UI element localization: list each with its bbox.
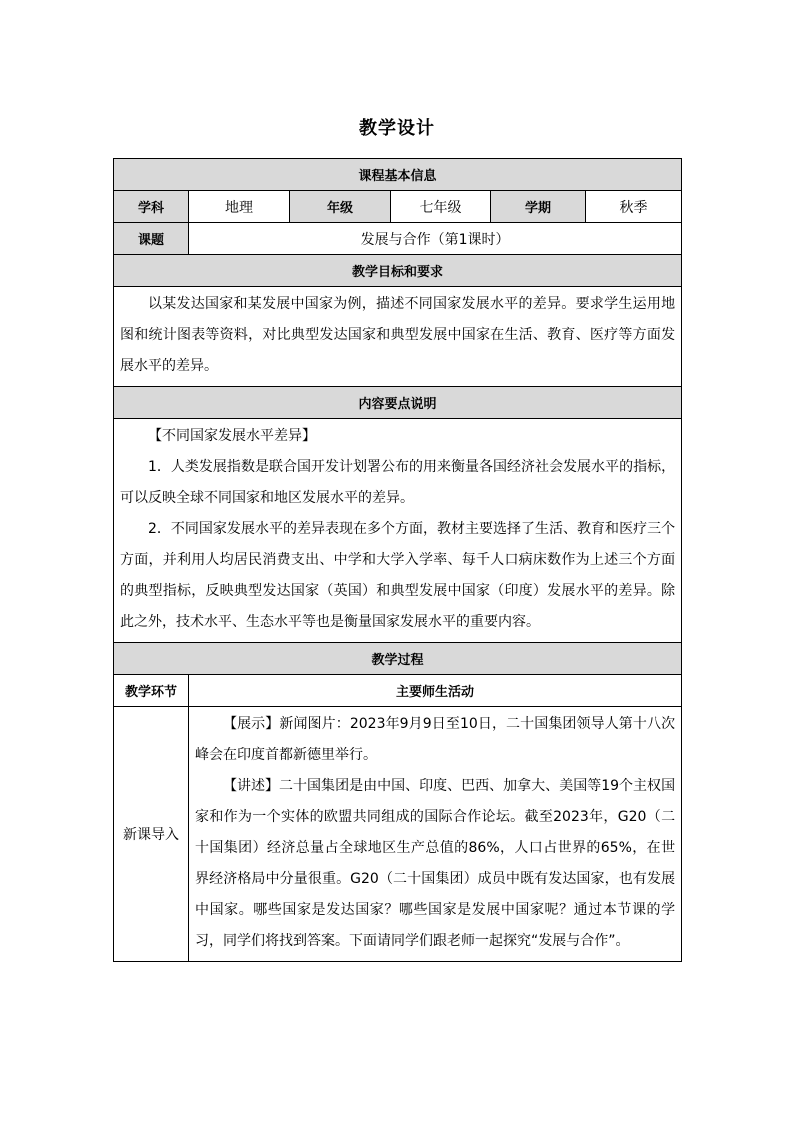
key-points-paragraph-1: 1．人类发展指数是联合国开发计划署公布的用来衡量各国经济社会发展水平的指标，可以反映全球不同国家和地区发展水平的差异。 bbox=[120, 459, 676, 506]
objectives-text: 以某发达国家和某发展中国家为例，描述不同国家发展水平的差异。要求学生运用地图和统计图表等资料，对比典型发达国家和典型发展中国家在生活、教育、医疗等方面发展水平的差异。 bbox=[120, 296, 676, 374]
process-header: 教学过程 bbox=[114, 643, 682, 675]
objectives-header: 教学目标和要求 bbox=[114, 255, 682, 287]
topic-label: 课题 bbox=[114, 223, 189, 255]
grade-value: 七年级 bbox=[391, 191, 491, 223]
key-points-header: 内容要点说明 bbox=[114, 387, 682, 419]
lesson-plan-table bbox=[113, 158, 682, 962]
stage-name: 新课导入 bbox=[114, 707, 189, 962]
key-points-paragraph-2: 2．不同国家发展水平的差异表现在多个方面，教材主要选择了生活、教育和医疗三个方面，并利用人均居民消费支出、中学和大学入学率、每千人口病床数作为上述三个方面的典型指标，反映典型发达国家（英国）和典型发展中国家（印度）发展水平的差异。除此之外，技术水平、生态水平等也是衡量国家发展水平的重要内容。 bbox=[120, 521, 676, 630]
term-value: 秋季 bbox=[586, 191, 682, 223]
grade-label: 年级 bbox=[290, 191, 391, 223]
process-column-stage: 教学环节 bbox=[114, 675, 189, 707]
basic-info-header: 课程基本信息 bbox=[114, 159, 682, 191]
subject-value: 地理 bbox=[189, 191, 290, 223]
term-label: 学期 bbox=[491, 191, 586, 223]
key-points-subtitle: 【不同国家发展水平差异】 bbox=[148, 428, 316, 444]
subject-label: 学科 bbox=[114, 191, 189, 223]
topic-value: 发展与合作（第1课时） bbox=[189, 223, 682, 255]
activity-paragraph-2: 【讲述】二十国集团是由中国、印度、巴西、加拿大、美国等19个主权国家和作为一个实体的欧盟共同组成的国际合作论坛。截至2023年，G20（二十国集团）经济总量占全球地区生产总值的86%，人口占世界的65%，在世界经济格局中分量很重。G20（二十国集团）成员中既有发达国家，也有发展中国家。哪些国家是发达国家？哪些国家是发展中国家呢？通过本节课的学习，同学们将找到答案。下面请同学们跟老师一起探究“发展与合作”。 bbox=[195, 778, 676, 949]
activity-paragraph-1: 【展示】新闻图片：2023年9月9日至10日，二十国集团领导人第十八次峰会在印度首都新德里举行。 bbox=[195, 716, 676, 763]
document-title: 教学设计 bbox=[359, 118, 435, 139]
process-column-activities: 主要师生活动 bbox=[189, 675, 682, 707]
